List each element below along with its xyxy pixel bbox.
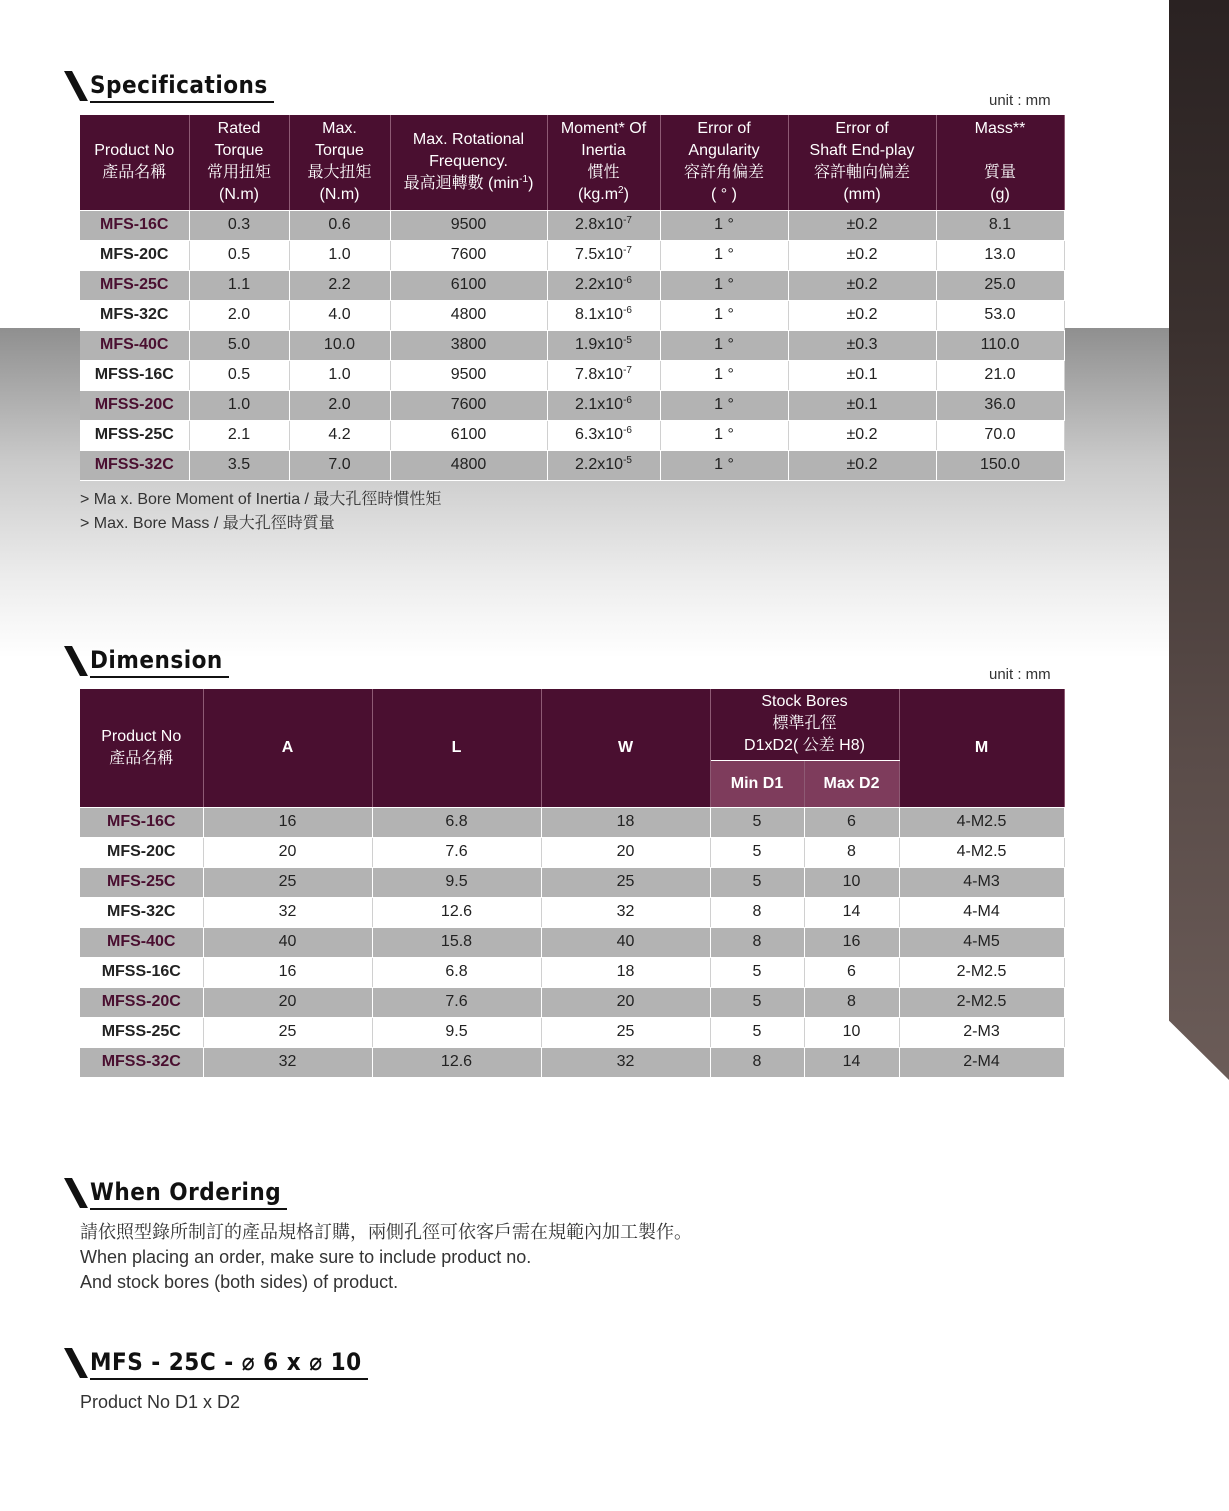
dim-cell-w: 25 xyxy=(541,867,710,897)
spec-header-line: 產品名稱 xyxy=(102,164,167,182)
table-row xyxy=(80,330,1064,360)
spec-cell-endplay: ±0.2 xyxy=(788,210,936,240)
spec-cell-pn: MFS-16C xyxy=(80,210,189,240)
spec-header-line: (N.m) xyxy=(319,186,360,204)
spec-cell-pn: MFSS-20C xyxy=(80,390,189,420)
spec-cell-endplay: ±0.2 xyxy=(788,270,936,300)
dim-header-l: L xyxy=(372,689,541,807)
dim-cell-pn: MFSS-32C xyxy=(80,1047,203,1077)
spec-header-line: Frequency. xyxy=(429,153,508,171)
spec-cell-pn: MFS-20C xyxy=(80,240,189,270)
specifications-title: Specifications xyxy=(90,70,274,103)
inertia-mantissa: 2.2x10 xyxy=(575,276,624,293)
dimension-table xyxy=(80,689,1065,1078)
inertia-mantissa: 2.1x10 xyxy=(575,396,624,413)
spec-cell-max: 7.0 xyxy=(289,450,390,480)
table-row xyxy=(80,1047,1064,1077)
spec-cell-freq: 4800 xyxy=(390,300,547,330)
unit-close: ) xyxy=(623,186,629,204)
spec-cell-inertia xyxy=(547,390,660,420)
spec-header-line: Error of xyxy=(835,120,889,138)
dim-cell-a: 25 xyxy=(203,867,372,897)
dim-header-a: A xyxy=(203,689,372,807)
spec-header-line: 慣性 xyxy=(587,164,620,182)
spec-cell-ang: 1 ° xyxy=(660,300,788,330)
spec-cell-inertia xyxy=(547,450,660,480)
spec-cell-endplay: ±0.2 xyxy=(788,300,936,330)
dim-cell-m: 4-M2.5 xyxy=(899,807,1064,837)
note-inertia: > Ma x. Bore Moment of Inertia / 最大孔徑時慣性矩 xyxy=(80,491,442,508)
spec-cell-mass: 21.0 xyxy=(936,360,1064,390)
slash-mark-icon xyxy=(64,1178,88,1208)
dim-cell-a: 32 xyxy=(203,1047,372,1077)
inertia-exponent: -7 xyxy=(623,245,632,256)
dimension-title: Dimension xyxy=(90,645,229,678)
inertia-exponent: -7 xyxy=(623,365,632,376)
spec-cell-max: 2.2 xyxy=(289,270,390,300)
dim-header-product-en: Product No xyxy=(101,727,182,745)
dim-cell-l: 9.5 xyxy=(372,867,541,897)
spec-header-line: Max. Rotational xyxy=(412,131,525,149)
inertia-mantissa: 6.3x10 xyxy=(575,426,624,443)
table-row xyxy=(80,957,1064,987)
dim-cell-d1: 5 xyxy=(710,837,804,867)
ordering-text xyxy=(80,1220,692,1295)
table-row xyxy=(80,897,1064,927)
dim-cell-d2: 14 xyxy=(804,897,899,927)
dim-cell-pn: MFS-25C xyxy=(80,867,203,897)
inertia-exponent: -6 xyxy=(623,395,632,406)
inertia-mantissa: 7.5x10 xyxy=(575,246,624,263)
spec-cell-max: 1.0 xyxy=(289,240,390,270)
spec-header-5 xyxy=(660,115,788,210)
spec-header-line: Moment* Of xyxy=(560,120,647,138)
spec-cell-inertia xyxy=(547,360,660,390)
spec-cell-freq: 7600 xyxy=(390,390,547,420)
spec-cell-ang: 1 ° xyxy=(660,360,788,390)
spec-cell-endplay: ±0.3 xyxy=(788,330,936,360)
spec-header-line: 容許角偏差 xyxy=(683,164,764,182)
spec-cell-inertia xyxy=(547,420,660,450)
spec-header-line: Torque xyxy=(214,142,264,160)
table-row xyxy=(80,360,1064,390)
spec-header-line: 最大扭矩 xyxy=(307,164,372,182)
dim-cell-a: 16 xyxy=(203,957,372,987)
dim-cell-m: 2-M4 xyxy=(899,1047,1064,1077)
spec-cell-endplay: ±0.2 xyxy=(788,420,936,450)
dim-cell-pn: MFSS-16C xyxy=(80,957,203,987)
spec-header-1 xyxy=(189,115,289,210)
spec-header-unit-line xyxy=(391,173,547,195)
dim-cell-m: 2-M3 xyxy=(899,1017,1064,1047)
spec-cell-rated: 0.5 xyxy=(189,360,289,390)
spec-cell-mass: 25.0 xyxy=(936,270,1064,300)
dim-cell-w: 32 xyxy=(541,1047,710,1077)
inertia-mantissa: 1.9x10 xyxy=(575,336,624,353)
spec-cell-mass: 110.0 xyxy=(936,330,1064,360)
dim-cell-d1: 5 xyxy=(710,1017,804,1047)
dim-header-m: M xyxy=(899,689,1064,807)
spec-header-line: Inertia xyxy=(581,142,626,160)
spec-cell-ang: 1 ° xyxy=(660,270,788,300)
spec-header-line: Max. xyxy=(322,120,357,138)
dim-cell-l: 7.6 xyxy=(372,837,541,867)
dim-cell-d1: 5 xyxy=(710,807,804,837)
table-row xyxy=(80,807,1064,837)
dim-cell-l: 12.6 xyxy=(372,1047,541,1077)
spec-cell-rated: 3.5 xyxy=(189,450,289,480)
table-row xyxy=(80,270,1064,300)
spec-cell-rated: 2.1 xyxy=(189,420,289,450)
dimension-unit: unit : mm xyxy=(989,666,1051,683)
dim-cell-d1: 8 xyxy=(710,1047,804,1077)
dim-cell-l: 6.8 xyxy=(372,957,541,987)
dim-cell-d2: 8 xyxy=(804,987,899,1017)
slash-mark-icon xyxy=(64,646,88,676)
spec-cell-inertia xyxy=(547,240,660,270)
spec-cell-ang: 1 ° xyxy=(660,240,788,270)
unit-text: 最高迴轉數 (min xyxy=(403,175,520,193)
stock-bores-tolerance: D1xD2( 公差 H8) xyxy=(744,737,865,755)
stock-bores-en: Stock Bores xyxy=(761,693,848,711)
dim-cell-d2: 6 xyxy=(804,957,899,987)
specifications-heading xyxy=(68,68,274,104)
unit-exponent: 2 xyxy=(618,185,624,197)
spec-header-line: Torque xyxy=(315,142,364,160)
unit-close: ) xyxy=(528,175,534,193)
decorative-side-bar xyxy=(1169,0,1229,1080)
table-row xyxy=(80,867,1064,897)
spec-header-line: ( ° ) xyxy=(711,186,737,204)
dim-cell-l: 15.8 xyxy=(372,927,541,957)
spec-cell-mass: 36.0 xyxy=(936,390,1064,420)
spec-header-line: 常用扭矩 xyxy=(206,164,271,182)
spec-cell-rated: 1.0 xyxy=(189,390,289,420)
spec-cell-mass: 8.1 xyxy=(936,210,1064,240)
spec-cell-pn: MFS-40C xyxy=(80,330,189,360)
spec-header-line: 質量 xyxy=(983,164,1016,182)
dim-cell-d2: 8 xyxy=(804,837,899,867)
dim-header-product xyxy=(80,689,203,807)
dimension-heading xyxy=(68,643,229,679)
inertia-mantissa: 8.1x10 xyxy=(575,306,624,323)
dim-cell-w: 32 xyxy=(541,897,710,927)
spec-cell-ang: 1 ° xyxy=(660,390,788,420)
slash-mark-icon xyxy=(64,1348,88,1378)
spec-cell-freq: 3800 xyxy=(390,330,547,360)
spec-cell-pn: MFS-25C xyxy=(80,270,189,300)
table-row xyxy=(80,390,1064,420)
inertia-exponent: -6 xyxy=(623,425,632,436)
dim-cell-d1: 5 xyxy=(710,987,804,1017)
spec-cell-ang: 1 ° xyxy=(660,420,788,450)
dim-cell-w: 20 xyxy=(541,987,710,1017)
spec-cell-max: 4.0 xyxy=(289,300,390,330)
spec-cell-mass: 150.0 xyxy=(936,450,1064,480)
example-code: MFS - 25C - ⌀ 6 x ⌀ 10 xyxy=(90,1347,368,1380)
dim-header-min-d1: Min D1 xyxy=(710,760,804,807)
dim-cell-d1: 8 xyxy=(710,927,804,957)
dim-cell-pn: MFSS-20C xyxy=(80,987,203,1017)
inertia-mantissa: 7.8x10 xyxy=(575,366,624,383)
dim-cell-d1: 5 xyxy=(710,957,804,987)
dim-cell-d2: 16 xyxy=(804,927,899,957)
dim-cell-l: 9.5 xyxy=(372,1017,541,1047)
spec-cell-max: 0.6 xyxy=(289,210,390,240)
spec-cell-pn: MFS-32C xyxy=(80,300,189,330)
spec-header-line: Angularity xyxy=(688,142,760,160)
ordering-line-en-2: And stock bores (both sides) of product. xyxy=(80,1272,399,1292)
dim-cell-d2: 10 xyxy=(804,1017,899,1047)
specifications-table xyxy=(80,115,1065,481)
inertia-exponent: -6 xyxy=(623,305,632,316)
spec-header-4 xyxy=(547,115,660,210)
spec-cell-rated: 0.3 xyxy=(189,210,289,240)
dim-cell-d2: 10 xyxy=(804,867,899,897)
dim-header-product-zh: 產品名稱 xyxy=(109,749,174,767)
spec-header-line: (N.m) xyxy=(219,186,259,204)
spec-cell-endplay: ±0.1 xyxy=(788,390,936,420)
dim-header-w: W xyxy=(541,689,710,807)
spec-header-line: Error of xyxy=(697,120,751,138)
dim-cell-a: 40 xyxy=(203,927,372,957)
ordering-title: When Ordering xyxy=(90,1177,287,1210)
table-row xyxy=(80,420,1064,450)
spec-cell-mass: 70.0 xyxy=(936,420,1064,450)
unit-text: (kg.m xyxy=(578,186,619,204)
spec-cell-pn: MFSS-25C xyxy=(80,420,189,450)
spec-header-line xyxy=(937,140,1064,162)
spec-header-2 xyxy=(289,115,390,210)
spec-cell-pn: MFSS-16C xyxy=(80,360,189,390)
table-row xyxy=(80,837,1064,867)
spec-cell-freq: 7600 xyxy=(390,240,547,270)
spec-cell-ang: 1 ° xyxy=(660,450,788,480)
spec-header-unit-line xyxy=(548,184,660,206)
spec-cell-inertia xyxy=(547,210,660,240)
spec-cell-mass: 13.0 xyxy=(936,240,1064,270)
note-mass: > Max. Bore Mass / 最大孔徑時質量 xyxy=(80,515,335,532)
table-row xyxy=(80,987,1064,1017)
table-row xyxy=(80,240,1064,270)
spec-cell-freq: 4800 xyxy=(390,450,547,480)
spec-header-line: Mass** xyxy=(974,120,1026,138)
spec-cell-inertia xyxy=(547,270,660,300)
dim-cell-m: 2-M2.5 xyxy=(899,987,1064,1017)
spec-cell-rated: 5.0 xyxy=(189,330,289,360)
dim-cell-pn: MFS-32C xyxy=(80,897,203,927)
table-row xyxy=(80,450,1064,480)
dim-cell-l: 7.6 xyxy=(372,987,541,1017)
table-row xyxy=(80,210,1064,240)
dim-cell-d1: 8 xyxy=(710,897,804,927)
spec-cell-ang: 1 ° xyxy=(660,210,788,240)
spec-cell-mass: 53.0 xyxy=(936,300,1064,330)
dim-cell-m: 4-M4 xyxy=(899,897,1064,927)
inertia-exponent: -7 xyxy=(623,215,632,226)
table-row xyxy=(80,300,1064,330)
inertia-mantissa: 2.2x10 xyxy=(575,456,624,473)
unit-exponent: -1 xyxy=(519,174,529,186)
spec-cell-rated: 1.1 xyxy=(189,270,289,300)
spec-cell-endplay: ±0.1 xyxy=(788,360,936,390)
spec-cell-rated: 2.0 xyxy=(189,300,289,330)
ordering-line-zh: 請依照型錄所制訂的產品規格訂購，兩側孔徑可依客戶需在規範內加工製作。 xyxy=(80,1222,692,1242)
spec-header-0 xyxy=(80,115,189,210)
inertia-exponent: -6 xyxy=(623,275,632,286)
spec-cell-max: 10.0 xyxy=(289,330,390,360)
dim-cell-w: 18 xyxy=(541,807,710,837)
example-heading xyxy=(68,1345,368,1381)
dim-cell-a: 20 xyxy=(203,987,372,1017)
spec-header-line: Shaft End-play xyxy=(809,142,915,160)
spec-cell-freq: 6100 xyxy=(390,270,547,300)
dim-cell-l: 12.6 xyxy=(372,897,541,927)
dim-cell-a: 32 xyxy=(203,897,372,927)
spec-header-3 xyxy=(390,115,547,210)
dim-cell-d2: 6 xyxy=(804,807,899,837)
spec-cell-inertia xyxy=(547,300,660,330)
spec-header-line: (mm) xyxy=(843,186,881,204)
spec-cell-max: 4.2 xyxy=(289,420,390,450)
spec-cell-inertia xyxy=(547,330,660,360)
spec-cell-max: 1.0 xyxy=(289,360,390,390)
dim-header-max-d2: Max D2 xyxy=(804,760,899,807)
dim-cell-m: 4-M2.5 xyxy=(899,837,1064,867)
dim-cell-l: 6.8 xyxy=(372,807,541,837)
inertia-exponent: -5 xyxy=(623,335,632,346)
dim-cell-m: 2-M2.5 xyxy=(899,957,1064,987)
dim-cell-a: 25 xyxy=(203,1017,372,1047)
table-row xyxy=(80,927,1064,957)
spec-cell-endplay: ±0.2 xyxy=(788,240,936,270)
ordering-heading xyxy=(68,1175,287,1211)
dim-header-stock-bores xyxy=(710,689,899,760)
specifications-unit: unit : mm xyxy=(989,92,1051,109)
inertia-mantissa: 2.8x10 xyxy=(575,216,624,233)
spec-header-line: (g) xyxy=(990,186,1010,204)
spec-cell-max: 2.0 xyxy=(289,390,390,420)
spec-cell-pn: MFSS-32C xyxy=(80,450,189,480)
dim-cell-w: 20 xyxy=(541,837,710,867)
dim-cell-w: 18 xyxy=(541,957,710,987)
dim-cell-d2: 14 xyxy=(804,1047,899,1077)
ordering-line-en-1: When placing an order, make sure to include product no. xyxy=(80,1247,532,1267)
slash-mark-icon xyxy=(64,71,88,101)
spec-header-6 xyxy=(788,115,936,210)
spec-cell-endplay: ±0.2 xyxy=(788,450,936,480)
stock-bores-zh: 標準孔徑 xyxy=(772,715,837,733)
spec-header-line: 容許軸向偏差 xyxy=(813,164,910,182)
dim-cell-a: 20 xyxy=(203,837,372,867)
spec-cell-freq: 6100 xyxy=(390,420,547,450)
dim-cell-pn: MFS-20C xyxy=(80,837,203,867)
example-caption: Product No D1 x D2 xyxy=(80,1392,241,1412)
dim-cell-pn: MFS-40C xyxy=(80,927,203,957)
dim-cell-w: 40 xyxy=(541,927,710,957)
dim-cell-pn: MFS-16C xyxy=(80,807,203,837)
dim-cell-m: 4-M5 xyxy=(899,927,1064,957)
dim-cell-d1: 5 xyxy=(710,867,804,897)
spec-header-line: Rated xyxy=(217,120,261,138)
dim-cell-w: 25 xyxy=(541,1017,710,1047)
spec-cell-freq: 9500 xyxy=(390,360,547,390)
inertia-exponent: -5 xyxy=(623,455,632,466)
dim-cell-pn: MFSS-25C xyxy=(80,1017,203,1047)
dim-cell-a: 16 xyxy=(203,807,372,837)
table-row xyxy=(80,1017,1064,1047)
spec-cell-ang: 1 ° xyxy=(660,330,788,360)
spec-header-line: Product No xyxy=(94,142,175,160)
spec-cell-freq: 9500 xyxy=(390,210,547,240)
spec-cell-rated: 0.5 xyxy=(189,240,289,270)
spec-header-7 xyxy=(936,115,1064,210)
dim-cell-m: 4-M3 xyxy=(899,867,1064,897)
